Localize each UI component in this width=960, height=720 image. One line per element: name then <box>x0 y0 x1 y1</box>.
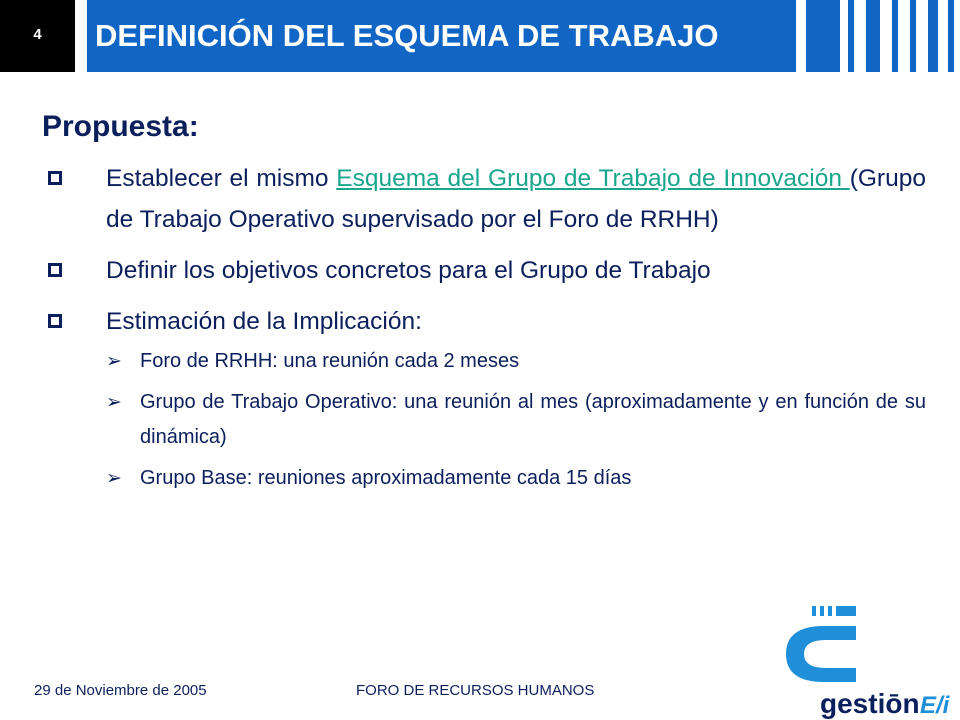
header-stripe <box>806 0 840 72</box>
header-stripe <box>848 0 854 72</box>
logo-bar <box>828 606 832 616</box>
arrow-bullet-icon: ➢ <box>106 468 122 489</box>
checkbox-bullet-icon <box>48 171 62 185</box>
logo-bar <box>836 606 856 616</box>
slide-number-box <box>0 0 75 72</box>
sub-item-text: Foro de RRHH: una reunión cada 2 meses <box>140 350 520 372</box>
title-bar <box>87 0 796 72</box>
slide-number: 4 <box>33 26 42 43</box>
slide-content <box>42 110 926 502</box>
sub-list-item <box>42 344 926 379</box>
logo-suffix: E/i <box>920 692 950 719</box>
header-stripe <box>866 0 880 72</box>
logo-bar <box>812 606 816 616</box>
list-item <box>42 158 926 240</box>
item-text: Definir los objetivos concretos para el Grupo de Trabajo <box>106 257 711 284</box>
sub-list-item <box>42 385 926 455</box>
sub-item-text: Grupo Base: reuniones aproximadamente cada 15 días <box>140 467 632 489</box>
arrow-bullet-icon: ➢ <box>106 351 122 372</box>
gestion-ei-logo <box>780 600 960 720</box>
slide-title: DEFINICIÓN DEL ESQUEMA DE TRABAJO <box>95 18 719 53</box>
header-stripe <box>910 0 916 72</box>
footer-date: 29 de Noviembre de 2005 <box>34 682 207 699</box>
item-text: Establecer el mismo <box>106 165 337 192</box>
logo-wordmark: gestiōn <box>820 688 920 719</box>
checkbox-bullet-icon <box>48 263 62 277</box>
arrow-bullet-icon: ➢ <box>106 392 122 413</box>
item-text: Estimación de la Implicación: <box>106 308 422 335</box>
list-item <box>42 250 926 291</box>
slide-header <box>0 0 960 72</box>
logo-bar <box>820 606 824 616</box>
sub-list-item <box>42 461 926 496</box>
innovation-scheme-link[interactable]: Esquema del Grupo de Trabajo de Innovación <box>336 165 850 192</box>
header-stripe <box>892 0 898 72</box>
list-item <box>42 301 926 342</box>
section-subtitle: Propuesta: <box>42 110 199 143</box>
footer-forum-name: FORO DE RECURSOS HUMANOS <box>356 682 595 699</box>
logo-c-shape <box>786 626 856 682</box>
header-stripe <box>948 0 954 72</box>
item-text: (Grupo de Trabajo Operativo supervisado por el Foro de RRHH) <box>106 165 926 233</box>
sub-item-text: Grupo de Trabajo Operativo: una reunión al mes (aproximadamente y en función de su dinámica) <box>140 391 926 448</box>
header-stripe <box>928 0 938 72</box>
checkbox-bullet-icon <box>48 314 62 328</box>
